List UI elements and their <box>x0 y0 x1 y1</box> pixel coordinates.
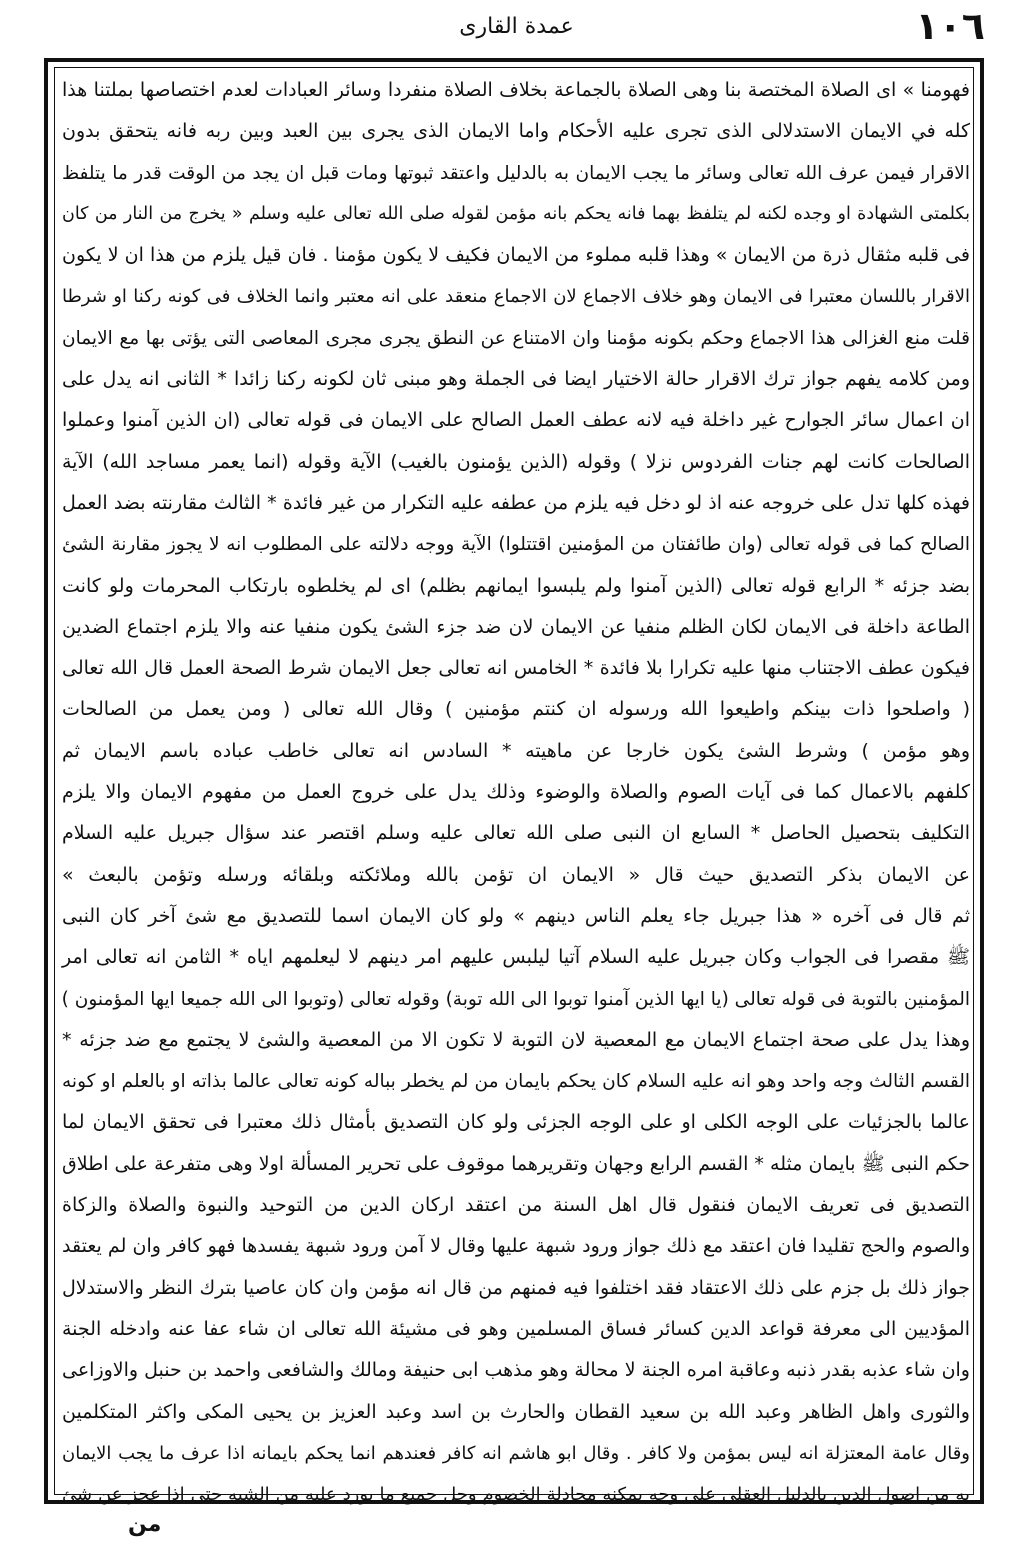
text-line: ان اعمال سائر الجوارح غير داخلة فيه لانه عطف العمل الصالح على الايمان فى قوله تعالى (ان الذين آمنوا وعملوا <box>62 409 970 432</box>
catchword: من <box>128 1512 162 1537</box>
text-line: التكليف بتحصيل الحاصل * السابع ان النبى صلى الله تعالى عليه وسلم اقتصر عند سؤال جبريل عليه السلام <box>62 822 970 845</box>
text-line: والثورى واهل الظاهر وعبد الله بن سعيد القطان والحارث بن اسد وعبد العزيز بن يحيى المكى واكثر المتكلمين <box>62 1400 970 1423</box>
text-line: والصوم والحج تقليدا فان اعتقد مع ذلك جواز ورود شبهة عليها وقال لا آمن ورود شبهة يفسدها فهو كافر وان لم يعتقد <box>62 1235 970 1258</box>
text-line: حكم النبى ﷺ بايمان مثله * القسم الرابع وجهان وتقريرهما موقوف على تحرير المسألة اولا وهى متفرعة على اطلاق <box>62 1152 970 1175</box>
text-line: التصديق فى تعريف الايمان فنقول قال اهل السنة من اعتقد اركان الدين من التوحيد والنبوة والصلاة والزكاة <box>62 1194 970 1217</box>
text-line: فيكون عطف الاجتناب منها عليه تكرارا بلا فائدة * الخامس انه تعالى جعل الايمان شرط الصحة العمل قال الله تعالى <box>62 657 970 680</box>
text-line: وهو مؤمن ) وشرط الشئ يكون خارجا عن ماهيته * السادس انه تعالى خاطب عباده باسم الايمان ثم <box>62 739 970 762</box>
text-line: عن الايمان بذكر التصديق حيث قال « الايمان ان تؤمن بالله وملائكته وبلقائه ورسله وتؤمن بالبعث » <box>62 863 970 886</box>
page-number: ١٠٦ <box>915 4 985 48</box>
text-line: الاقرار فيمن عرف الله تعالى وسائر ما يجب الايمان به بالدليل واعتقد ثبوتها ومات قبل ان يجد من الوقت قدر ما يتلفظ <box>62 162 970 184</box>
text-line: المؤمنين بالتوبة فى قوله تعالى (يا ايها الذين آمنوا توبوا الى الله توبة) وقوله تعالى (وتوبوا الى الله جميعا ايها المؤمنون ) <box>61 988 970 1010</box>
text-line: ( واصلحوا ذات بينكم واطيعوا الله ورسوله ان كنتم مؤمنين ) وقال الله تعالى ( ومن يعمل من الصالحات <box>62 698 970 721</box>
text-line: فى قلبه مثقال ذرة من الايمان » وهذا قلبه مملوء من الايمان فكيف لا يكون مؤمنا . فان قيل يلزم من هذا ان لا يكون <box>62 244 970 267</box>
running-title: عمدة القارى <box>459 14 574 39</box>
text-line: وهذا يدل على صحة اجتماع الايمان مع المعصية لان التوبة لا تكون الا من المعصية والشئ لا يجتمع مع ضد جزئه * <box>62 1028 970 1051</box>
text-line: جواز ذلك بل جزم على ذلك الاعتقاد فقد اختلفوا فيه فمنهم من قال انه مؤمن وان كان عاصيا بترك النظر والاستدلال <box>62 1276 970 1299</box>
text-line: المؤديين الى معرفة قواعد الدين كسائر فساق المسلمين وهو فى مشيئة الله تعالى ان شاء عفا عنه وادخله الجنة <box>62 1317 970 1340</box>
text-line: ثم قال فى آخره « هذا جبريل جاء يعلم الناس دينهم » ولو كان الايمان اسما للتصديق مع شئ آخر كان النبى <box>62 904 970 927</box>
text-line: كلفهم بالاعمال كما فى آيات الصوم والصلاة والوضوء وذلك يدل على خروج العمل من مفهوم الايمان والا يلزم <box>62 781 970 804</box>
text-line: ﷺ مقصرا فى الجواب وكان جبريل عليه السلام آتيا ليلبس عليهم امر دينهم لا ليعلمهم اياه * الثامن انه تعالى امر <box>62 946 970 969</box>
text-line: الاقرار باللسان معتبرا فى الايمان وهو خلاف الاجماع لان الاجماع منعقد على انه معتبر وانما الخلاف فى كونه ركنا او شرطا <box>62 286 970 308</box>
body-text <box>62 70 970 1515</box>
text-line: الصالح كما فى قوله تعالى (وان طائفتان من المؤمنين اقتتلوا) الآية ووجه دلالته على المطلوب انه لا يجوز مقارنة الشئ <box>62 534 970 556</box>
text-line: كله في الايمان الاستدلالى الذى تجرى عليه الأحكام واما الايمان الذى يجرى بين العبد وبين ربه فانه يتحقق بدون <box>62 120 970 143</box>
text-line: فهومنا » اى الصلاة المختصة بنا وهى الصلاة بالجماعة بخلاف الصلاة منفردا وسائر العبادات لعدم اختصاصها بملتنا هذا <box>62 79 970 101</box>
text-line: قلت منع الغزالى هذا الاجماع وحكم بكونه مؤمنا وان الامتناع عن النطق يجرى مجرى المعاصى التى يؤتى بها مع الايمان <box>62 327 970 349</box>
text-line: به من اصول الدين بالدليل العقلى على وجه يمكنه مجادلة الخصوم وحل جميع ما يورد عليه من الشبه حتى اذا عجز عن شئ <box>62 1484 970 1506</box>
text-line: وان شاء عذبه بقدر ذنبه وعاقبة امره الجنة لا محالة وهو مذهب ابى حنيفة ومالك والشافعى واحمد بن حنبل والاوزاعى <box>62 1359 970 1382</box>
text-line: عالما بالجزئيات على الوجه الكلى او على الوجه الجزئى ولو كان التصديق بأمثال ذلك معتبرا فى تحقق الايمان لما <box>62 1111 970 1134</box>
text-line: ومن كلامه يفهم جواز ترك الاقرار حالة الاختيار ايضا فى الجملة وهو مبنى ثان لكونه ركنا زائدا * الثانى انه يدل على <box>62 368 970 391</box>
text-line: فهذه كلها تدل على خروجه عنه اذ لو دخل فيه يلزم من عطفه عليه التكرار من غير فائدة * الثالث مقارنته بضد العمل <box>62 491 970 514</box>
text-line: وقال عامة المعتزلة انه ليس بمؤمن ولا كافر . وقال ابو هاشم انه كافر فعندهم انما يحكم بايمانه اذا عرف ما يجب الايمان <box>62 1442 970 1464</box>
text-line: الصالحات كانت لهم جنات الفردوس نزلا ) وقوله (الذين يؤمنون بالغيب) الآية وقوله (انما يعمر مساجد الله) الآية <box>62 450 970 473</box>
text-line: الطاعة داخلة فى الايمان لكان الظلم منفيا عن الايمان لان ضد جزء الشئ يكون منفيا عنه والا يلزم اجتماع الضدين <box>62 615 970 638</box>
text-line: بكلمتى الشهادة او وجده لكنه لم يتلفظ بهما فانه يحكم بانه مؤمن لقوله صلى الله تعالى عليه وسلم « يخرج من النار من كان <box>62 203 970 224</box>
text-line: بضد جزئه * الرابع قوله تعالى (الذين آمنوا ولم يلبسوا ايمانهم بظلم) اى لم يخلطوه بارتكاب المحرمات ولو كانت <box>62 574 970 597</box>
text-line: القسم الثالث وجه واحد وهو انه عليه السلام كان يحكم بايمان من لم يخطر بباله كونه تعالى عالما بذاته او بالعلم او كونه <box>62 1071 970 1093</box>
